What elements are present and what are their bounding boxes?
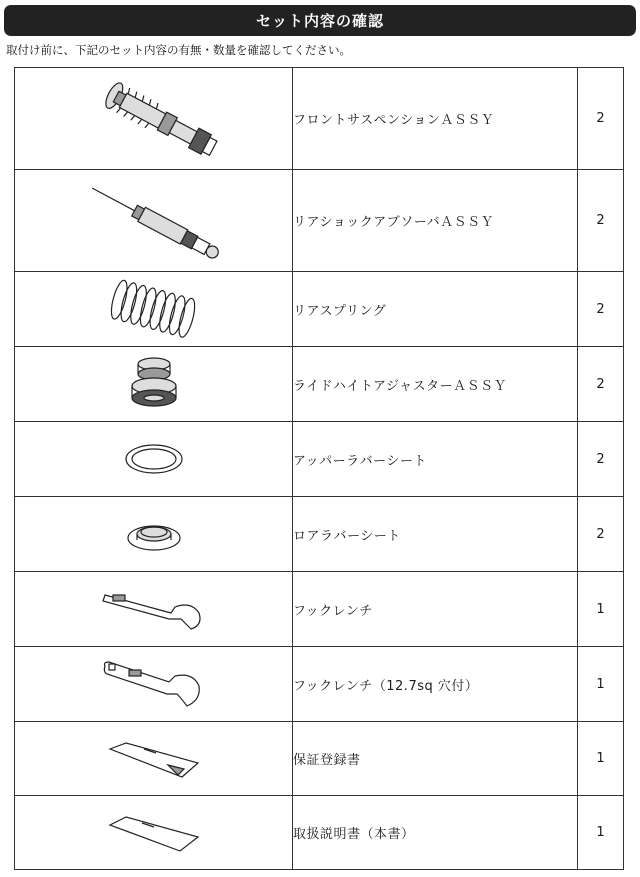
item-qty: 1	[578, 796, 624, 870]
item-qty: 2	[578, 422, 624, 497]
item-qty: 2	[578, 68, 624, 170]
item-qty: 1	[578, 647, 624, 722]
manual-icon	[104, 811, 204, 855]
item-name: ロアラバーシート	[293, 497, 578, 572]
table-row	[15, 572, 624, 647]
parts-table	[14, 67, 624, 870]
front-suspension-assy-icon	[74, 73, 234, 165]
item-name: 取扱説明書（本書）	[293, 796, 578, 870]
table-row	[15, 347, 624, 422]
rear-shock-absorber-icon	[74, 175, 234, 267]
item-qty: 1	[578, 722, 624, 796]
item-name: アッパーラバーシート	[293, 422, 578, 497]
table-row	[15, 497, 624, 572]
table-row	[15, 68, 624, 170]
table-row	[15, 272, 624, 347]
hook-wrench-square-hole-icon	[99, 656, 209, 712]
table-row	[15, 422, 624, 497]
hook-wrench-icon	[99, 585, 209, 633]
item-qty: 2	[578, 497, 624, 572]
warranty-card-icon	[104, 737, 204, 781]
table-row	[15, 722, 624, 796]
item-name: フックレンチ	[293, 572, 578, 647]
item-qty: 2	[578, 272, 624, 347]
item-name: フックレンチ（12.7sq 穴付）	[293, 647, 578, 722]
table-row	[15, 170, 624, 272]
ride-height-adjuster-icon	[119, 352, 189, 416]
item-name: フロントサスペンションＡＳＳＹ	[293, 68, 578, 170]
upper-rubber-seat-icon	[119, 439, 189, 479]
item-qty: 1	[578, 572, 624, 647]
table-row	[15, 647, 624, 722]
item-qty: 2	[578, 347, 624, 422]
intro-text: 取付け前に、下記のセット内容の有無・数量を確認してください。	[6, 43, 351, 57]
item-name: リアスプリング	[293, 272, 578, 347]
section-title: セット内容の確認	[255, 12, 384, 30]
section-header	[4, 5, 636, 36]
rear-spring-icon	[104, 279, 204, 339]
lower-rubber-seat-icon	[119, 512, 189, 556]
item-name: ライドハイトアジャスターＡＳＳＹ	[293, 347, 578, 422]
table-row	[15, 796, 624, 870]
item-qty: 2	[578, 170, 624, 272]
item-name: リアショックアブソーバＡＳＳＹ	[293, 170, 578, 272]
item-name: 保証登録書	[293, 722, 578, 796]
